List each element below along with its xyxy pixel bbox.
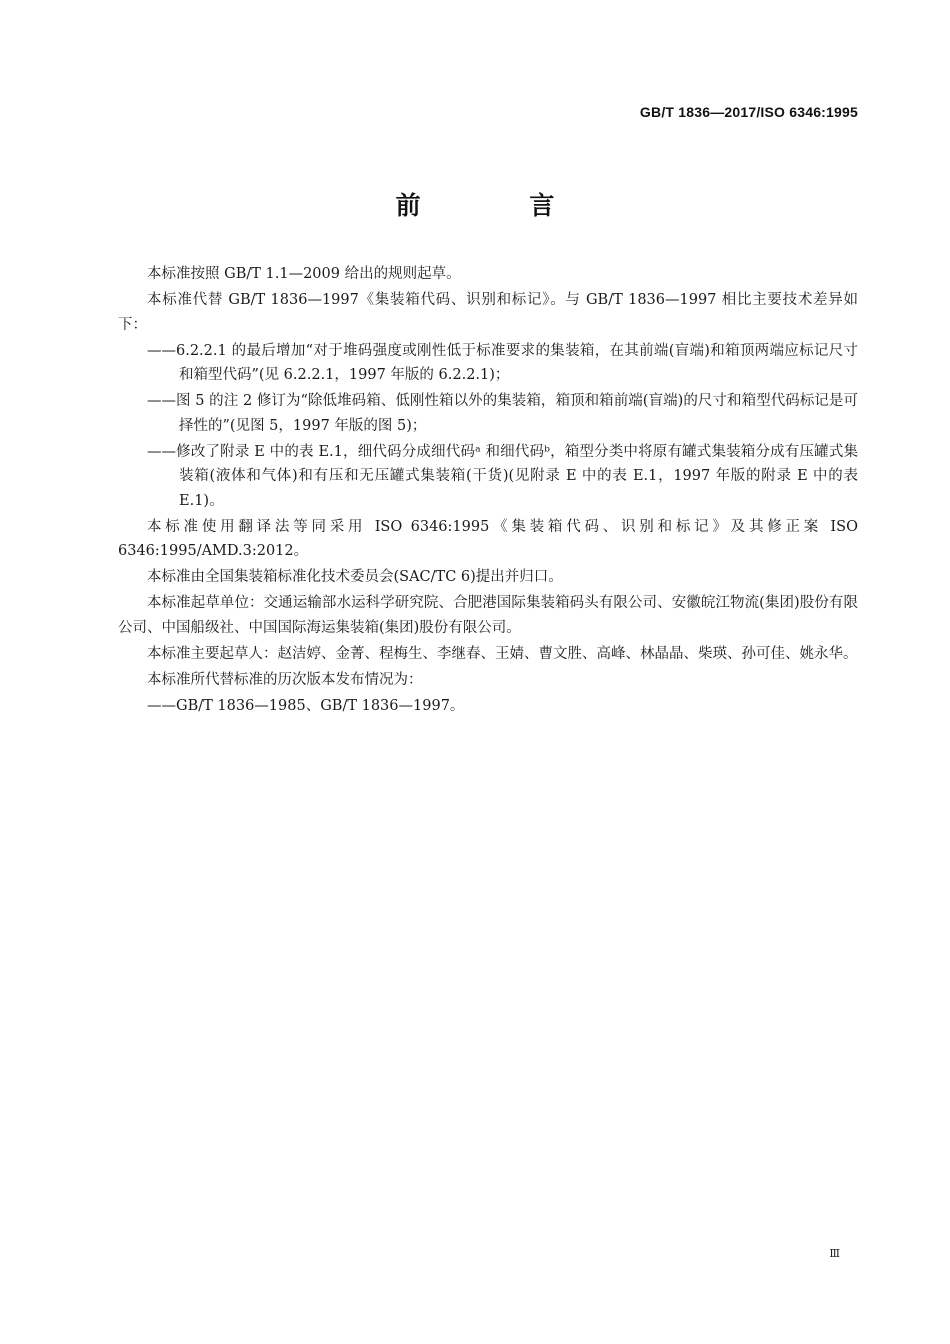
paragraph-drafters: 本标准主要起草人：赵洁婷、金菁、程梅生、李继春、王婧、曹文胜、高峰、林晶晶、柴瑛、孙可佳、姚永华。 — [147, 645, 858, 662]
history-item: ——GB/T 1836—1985、GB/T 1836—1997。 — [147, 697, 465, 714]
change-item: ——修改了附录 E 中的表 E.1，细代码分成细代码ᵃ 和细代码ᵇ，箱型分类中将原有罐式集装箱分成有压罐式集装箱(液体和气体)和有压和无压罐式集装箱(干货)(见附录 E 中的表 E.1，1997 年版的附录 E 中的表 E.1)。 — [147, 443, 858, 509]
page-number: Ⅲ — [829, 1247, 840, 1260]
paragraph-drafting-rules: 本标准按照 GB/T 1.1—2009 给出的规则起草。 — [147, 266, 461, 282]
change-item: ——6.2.2.1 的最后增加“对于堆码强度或刚性低于标准要求的集装箱，在其前端(盲端)和箱顶两端应标记尺寸和箱型代码”(见 6.2.2.1，1997 年版的 6.2.2.1)； — [147, 342, 858, 383]
change-item: ——图 5 的注 2 修订为“除低堆码箱、低刚性箱以外的集装箱，箱顶和箱前端(盲端)的尺寸和箱型代码标记是可择性的”(见图 5，1997 年版的图 5)； — [147, 393, 858, 434]
paragraph-drafting-units: 本标准起草单位：交通运输部水运科学研究院、合肥港国际集装箱码头有限公司、安徽皖江物流(集团)股份有限公司、中国船级社、中国国际海运集装箱(集团)股份有限公司。 — [118, 595, 858, 636]
paragraph-replaces: 本标准代替 GB/T 1836—1997《集装箱代码、识别和标记》。与 GB/T 1836—1997 相比主要技术差异如下： — [118, 292, 858, 333]
foreword-body — [118, 262, 858, 720]
paragraph-adoption: 本标准使用翻译法等同采用 ISO 6346:1995《集装箱代码、识别和标记》及其修正案 ISO 6346:1995/AMD.3:2012。 — [118, 518, 858, 559]
paragraph-committee: 本标准由全国集装箱标准化技术委员会(SAC/TC 6)提出并归口。 — [147, 569, 563, 585]
standard-code-header: GB/T 1836—2017/ISO 6346:1995 — [639, 104, 858, 120]
page-title: 前 言 — [395, 191, 605, 220]
paragraph-history-intro: 本标准所代替标准的历次版本发布情况为： — [147, 671, 423, 688]
